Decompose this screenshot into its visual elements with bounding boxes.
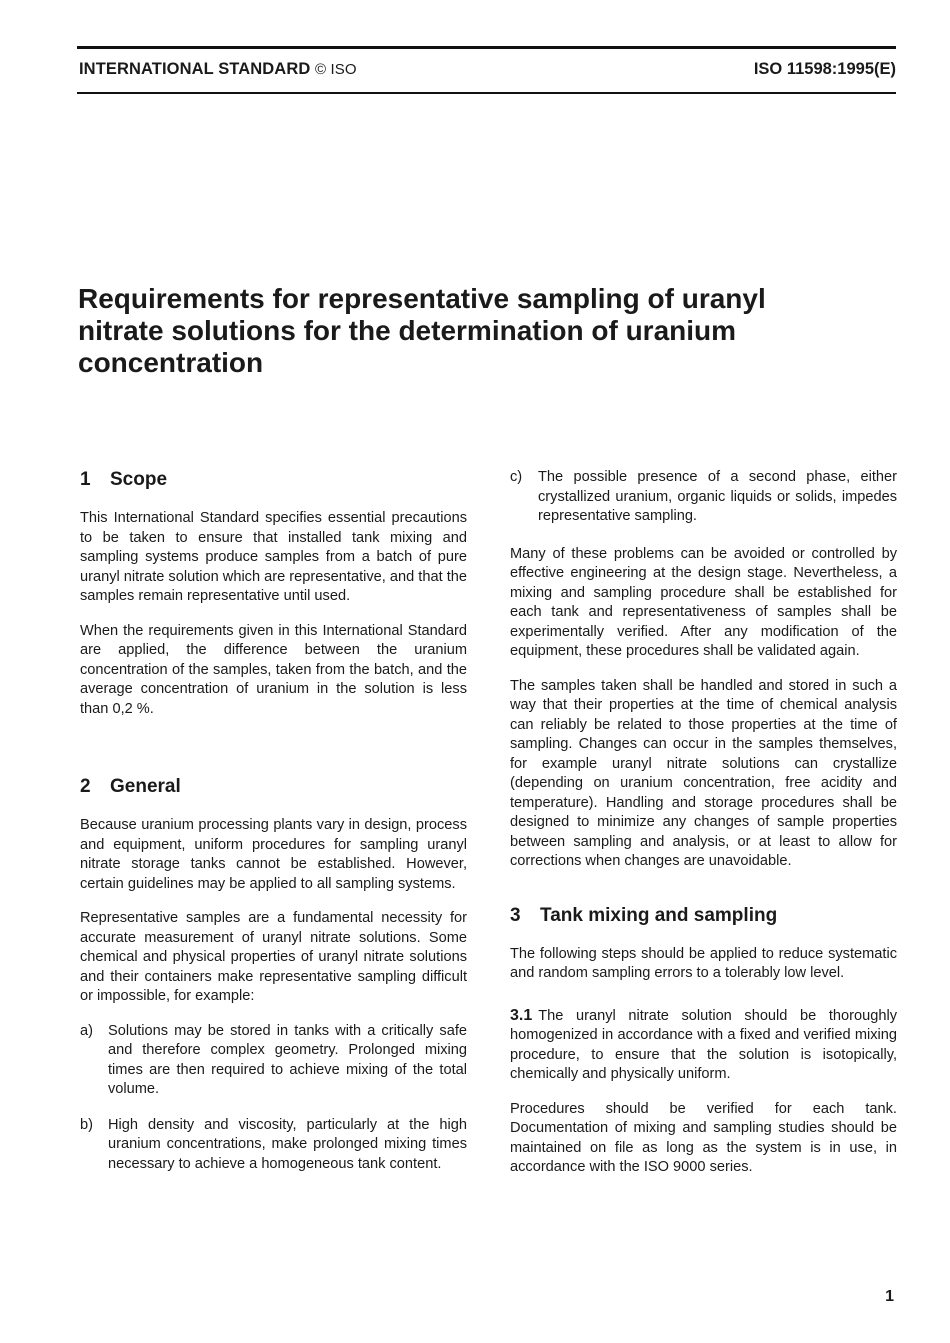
header-top-rule (77, 46, 896, 49)
general-paragraph: Many of these problems can be avoided or controlled by effective engineering at the design stage. Nevertheless, a mixing and sampling procedure shall be established for each tank and representativeness of samples shall be experimentally verified. After any modification of the equipment, these procedures shall be validated again. (510, 545, 897, 659)
section-number: 3 (510, 904, 521, 926)
list-marker: c) (510, 469, 523, 485)
general-paragraph: Because uranium processing plants vary in design, process and equipment, uniform procedures for sampling uranyl nitrate storage tanks cannot be established. However, certain guidelines may be applied to all sampling systems. (80, 817, 467, 892)
list-item-text: High density and viscosity, particularly at the high uranium concentrations, make prolonged mixing times necessary to achieve a homogeneous tank content. (108, 1116, 467, 1172)
section-number: 1 (80, 469, 91, 490)
header-bottom-rule (77, 92, 896, 94)
section-heading-general (80, 775, 467, 799)
section-title: Tank mixing and sampling (540, 904, 778, 926)
subclause-number: 3.1 (510, 1006, 533, 1024)
conditions-list-continued (510, 468, 897, 527)
standard-designation: ISO 11598:1995(E) (753, 60, 896, 78)
list-item (80, 1116, 467, 1175)
document-title: Requirements for representative sampling of uranyl nitrate solutions for the determination of uranium concentration (78, 283, 766, 378)
left-column (80, 468, 467, 1190)
subclause-text: The uranyl nitrate solution should be thoroughly homogenized in accordance with a fixed and verified mixing procedure, to ensure that the solution is isotopically, chemically and physically uniform. (510, 1007, 897, 1082)
list-item-text: The possible presence of a second phase, either crystallized uranium, organic liquids or solids, impedes representative sampling. (538, 469, 897, 524)
section-title: General (110, 776, 181, 797)
copyright-notice: © ISO (315, 61, 357, 78)
list-item (80, 1022, 467, 1100)
conditions-list (80, 1022, 467, 1175)
header-standard-type (79, 60, 357, 79)
page-number: 1 (885, 1288, 894, 1305)
tank-paragraph: The following steps should be applied to reduce systematic and random sampling errors to a tolerably low level. (510, 945, 897, 981)
scope-paragraph: This International Standard specifies essential precautions to be taken to ensure that installed tank mixing and sampling systems produce samples from a batch of pure uranyl nitrate solution which are representative, and that the samples remain representative until used. (80, 510, 467, 604)
standard-type-label: INTERNATIONAL STANDARD (79, 60, 311, 78)
tank-paragraph: Procedures should be verified for each tank. Documentation of mixing and sampling studies should be maintained on file as long as the system is in use, in accordance with the ISO 9000 series. (510, 1100, 897, 1175)
section-heading-tank-mixing (510, 904, 897, 928)
right-column (510, 468, 897, 1193)
general-paragraph: The samples taken shall be handled and stored in such a way that their properties at the time of chemical analysis can reliably be related to those properties at the time of sampling. Changes can occur in the samples themselves, for example uranyl nitrate solutions can crystallize (depending on uranium concentration, free acidity and temperature). Handling and storage procedures shall be designed to minimize any changes of sample properties between sampling and analysis, or at least to allow for corrections when changes are unavoidable. (510, 677, 897, 869)
list-marker: a) (80, 1022, 93, 1039)
list-marker: b) (80, 1116, 93, 1133)
scope-paragraph: When the requirements given in this International Standard are applied, the difference between the uranium concentration of the samples, taken from the batch, and the average concentration of uranium in the solution is less than 0,2 %. (80, 622, 467, 717)
section-title: Scope (110, 469, 168, 490)
list-item-text: Solutions may be stored in tanks with a critically safe and therefore complex geometry. Prolonged mixing times are then required to achieve mixing of the total volume. (108, 1022, 467, 1097)
subclause-3-1 (510, 1006, 897, 1085)
general-paragraph: Representative samples are a fundamental necessity for accurate measurement of uranyl nitrate solutions. Some chemical and physical properties of uranyl nitrate solutions and their containers make representative sampling difficult or impossible, for example: (80, 910, 467, 1004)
list-item (510, 468, 897, 527)
section-heading-scope (80, 468, 467, 492)
section-number: 2 (80, 776, 91, 797)
